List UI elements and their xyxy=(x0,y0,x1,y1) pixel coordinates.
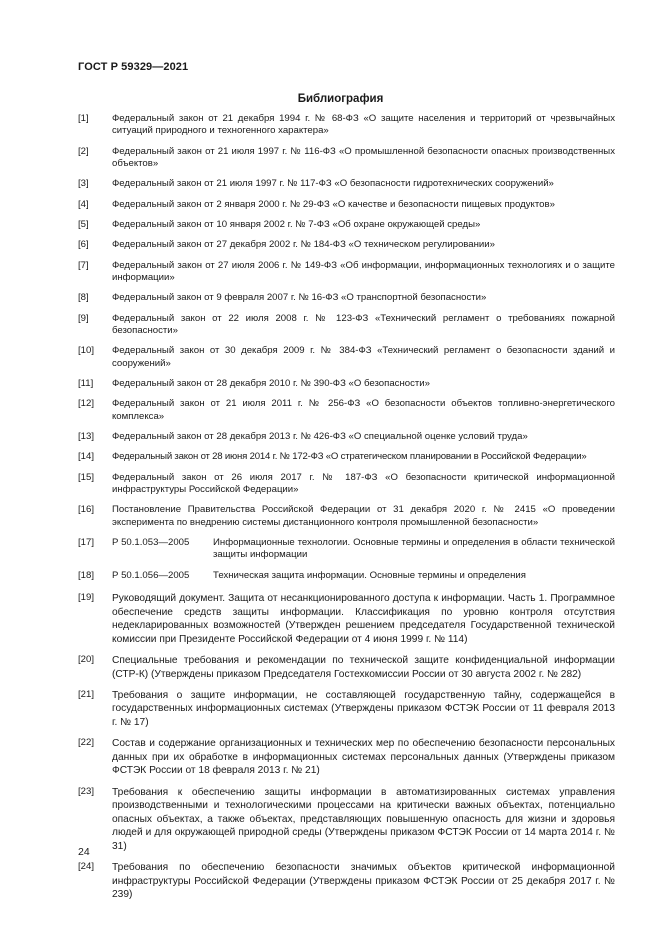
bibliography-entry xyxy=(78,737,615,778)
bibliography-entry xyxy=(78,861,615,902)
standard-code: Р 50.1.056—2005 xyxy=(112,569,190,581)
entry-text: Информационные технологии. Основные термины и определения в области технической защиты информации xyxy=(213,537,615,561)
entry-number: [20] xyxy=(78,654,95,665)
entry-text: Состав и содержание организационных и технических мер по обеспечению безопасности персональных данных при их обработке в информационных системах персональных данных (Утверждены приказом ФСТЭК России от 18 февраля 2013 г. № 21) xyxy=(112,738,615,777)
entry-text: Федеральный закон от 28 декабря 2010 г. № 390-ФЗ «О безопасности» xyxy=(112,378,430,389)
entry-text: Федеральный закон от 26 июля 2017 г. № 187-ФЗ «О безопасности критической информационной инфраструктуры Российской Федерации» xyxy=(112,471,615,495)
bibliography-entry xyxy=(78,592,615,646)
entry-text: Техническая защита информации. Основные термины и определения xyxy=(213,569,526,581)
entry-text: Руководящий документ. Защита от несанкционированного доступа к информации. Часть 1. Программное обеспечение средств защиты информации. Классификация по уровню контроля отсутствия недекларированных возможностей (Утвержден решением председателя Государственной технической комиссии при Президенте Российской Федерации от 4 июня 1999 г. № 114) xyxy=(112,593,615,645)
entry-number: [18] xyxy=(78,569,95,581)
bibliography-entry xyxy=(78,219,615,231)
entry-number: [22] xyxy=(78,737,95,749)
entry-text: Федеральный закон от 28 июня 2014 г. № 172-ФЗ «О стратегическом планировании в Российской Федерации» xyxy=(112,451,587,463)
entry-number: [24] xyxy=(78,861,95,873)
bibliography-entry xyxy=(78,178,615,190)
bibliography-entry xyxy=(78,378,615,390)
document-header: ГОСТ Р 59329—2021 xyxy=(78,61,189,73)
bibliography-entry xyxy=(78,345,615,370)
entry-text: Федеральный закон от 10 января 2002 г. № 7-ФЗ «Об охране окружающей среды» xyxy=(112,219,481,230)
entry-text: Федеральный закон от 21 июля 2011 г. № 256-ФЗ «О безопасности объектов топливно-энергетического комплекса» xyxy=(112,398,615,422)
entry-number: [7] xyxy=(78,259,89,271)
entry-text: Требования по обеспечению безопасности значимых объектов критической информационной инфраструктуры Российской Федерации (Утверждены приказом ФСТЭК России от 25 декабря 2017 г. № 239) xyxy=(112,862,615,901)
entry-text: Федеральный закон от 21 июля 1997 г. № 116-ФЗ «О промышленной безопасности опасных производственных объектов» xyxy=(112,145,615,170)
entry-number: [12] xyxy=(78,398,95,410)
bibliography-entry xyxy=(78,689,615,730)
entry-number: [15] xyxy=(78,471,95,483)
bibliography-entry xyxy=(78,313,615,338)
entry-number: [13] xyxy=(78,431,95,442)
entry-number: [3] xyxy=(78,178,89,190)
bibliography-entry xyxy=(78,146,615,171)
bibliography-entry xyxy=(78,113,615,138)
bibliography-entry xyxy=(78,504,615,529)
bibliography-entry xyxy=(78,431,615,443)
entry-number: [17] xyxy=(78,537,95,548)
entry-number: [11] xyxy=(78,378,94,389)
entry-number: [21] xyxy=(78,688,95,700)
entry-number: [5] xyxy=(78,219,89,230)
bibliography-entry xyxy=(78,786,615,854)
page-number: 24 xyxy=(78,846,90,858)
entry-text: Постановление Правительства Российской Федерации от 31 декабря 2020 г. № 2415 «О проведении эксперимента по внедрению системы дистанционного контроля промышленной безопасности» xyxy=(112,504,615,528)
entry-text: Требования о защите информации, не составляющей государственную тайну, содержащейся в государственных информационных системах (Утверждены приказом ФСТЭК России от 11 февраля 2013 г. № 17) xyxy=(112,689,615,728)
bibliography-entry xyxy=(78,260,615,285)
standard-code: Р 50.1.053—2005 xyxy=(112,537,190,548)
section-title: Библиография xyxy=(297,93,384,105)
bibliography-entry xyxy=(78,570,615,582)
entry-number: [23] xyxy=(78,785,95,797)
entry-number: [19] xyxy=(78,592,95,604)
entry-text: Федеральный закон от 27 декабря 2002 г. № 184-ФЗ «О техническом регулировании» xyxy=(112,239,495,251)
entry-number: [10] xyxy=(78,345,95,357)
bibliography-entry xyxy=(78,239,615,251)
entry-text: Федеральный закон от 30 декабря 2009 г. № 384-ФЗ «Технический регламент о безопасности зданий и сооружений» xyxy=(112,345,615,369)
entry-number: [14] xyxy=(78,451,95,463)
bibliography-entry xyxy=(78,451,615,463)
entry-text: Федеральный закон от 2 января 2000 г. № 29-ФЗ «О качестве и безопасности пищевых продуктов» xyxy=(112,198,555,210)
bibliography-entry xyxy=(78,654,615,681)
bibliography-entry xyxy=(78,537,615,562)
entry-number: [1] xyxy=(78,113,89,124)
entry-text: Требования к обеспечению защиты информации в автоматизированных системах управления производственными и технологическими процессами на критически важных объектах, потенциально опасных объектах, а также объектах, представляющих повышенную опасность для жизни и здоровья людей и для окружающей природной среды (Утверждены приказом ФСТЭК России от 14 марта 2014 г. № 31) xyxy=(112,786,615,852)
entry-text: Федеральный закон от 28 декабря 2013 г. № 426-ФЗ «О специальной оценке условий труда» xyxy=(112,431,528,442)
bibliography-list xyxy=(78,113,615,909)
bibliography-entry xyxy=(78,398,615,423)
bibliography-entry xyxy=(78,472,615,497)
entry-text: Федеральный закон от 9 февраля 2007 г. № 16-ФЗ «О транспортной безопасности» xyxy=(112,292,487,304)
entry-number: [9] xyxy=(78,312,89,324)
entry-number: [4] xyxy=(78,198,89,210)
entry-text: Федеральный закон от 21 июля 1997 г. № 117-ФЗ «О безопасности гидротехнических сооружений» xyxy=(112,178,554,190)
entry-number: [8] xyxy=(78,292,89,304)
entry-text: Федеральный закон от 27 июля 2006 г. № 149-ФЗ «Об информации, информационных технологиях и о защите информации» xyxy=(112,259,615,283)
entry-number: [6] xyxy=(78,239,89,251)
bibliography-entry xyxy=(78,199,615,211)
entry-text: Специальные требования и рекомендации по технической защите конфиденциальной информации (СТР-К) (Утверждены приказом Председателя Гостехкомиссии России от 30 августа 2002 г. № 282) xyxy=(112,655,615,680)
entry-text: Федеральный закон от 22 июля 2008 г. № 123-ФЗ «Технический регламент о требованиях пожарной безопасности» xyxy=(112,312,615,336)
entry-number: [16] xyxy=(78,504,95,516)
bibliography-entry xyxy=(78,292,615,304)
entry-number: [2] xyxy=(78,145,89,157)
entry-text: Федеральный закон от 21 декабря 1994 г. № 68-ФЗ «О защите населения и территорий от чрезвычайных ситуаций природного и техногенного характера» xyxy=(112,113,615,137)
